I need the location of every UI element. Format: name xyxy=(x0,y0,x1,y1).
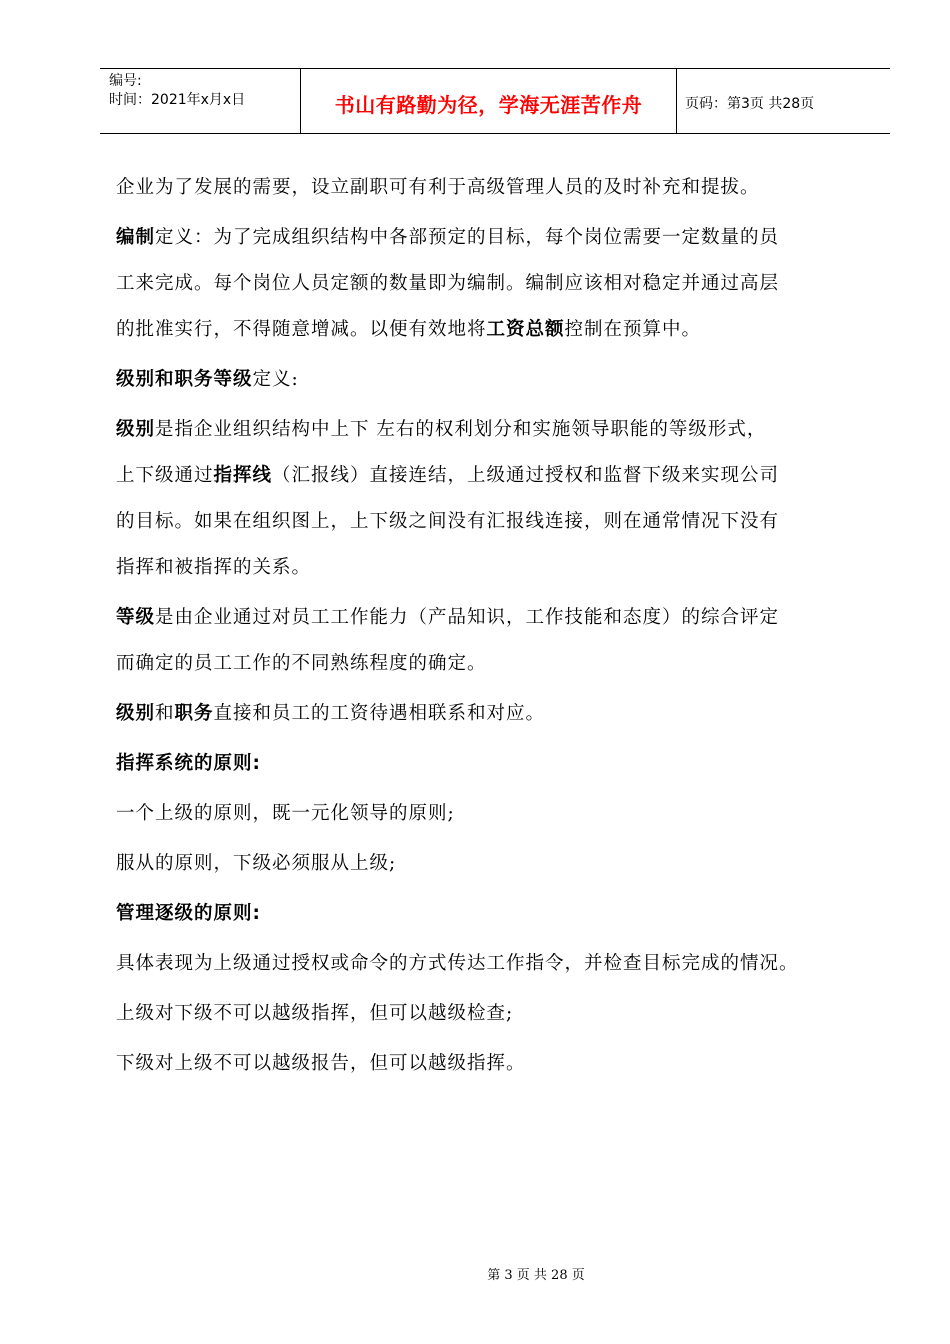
header-page-info: 页码：第3页 共28页 xyxy=(685,96,815,112)
text-line: 上级对下级不可以越级指挥，但可以越级检查; xyxy=(116,1003,514,1024)
text-run: 上下级通过 xyxy=(116,465,214,486)
bold-term: 等级 xyxy=(116,607,156,628)
text-line: 具体表现为上级通过授权或命令的方式传达工作指令，并检查目标完成的情况。 xyxy=(116,953,799,974)
text-line xyxy=(116,891,881,937)
text-line: 工来完成。每个岗位人员定额的数量即为编制。编制应该相对稳定并通过高层 xyxy=(116,273,780,294)
text-line: 下级对上级不可以越级报告，但可以越级指挥。 xyxy=(116,1053,526,1074)
page-header xyxy=(100,68,890,134)
text-run: 直接和员工的工资待遇相联系和对应。 xyxy=(213,703,546,724)
bold-heading: 管理逐级的原则: xyxy=(116,903,261,924)
text-line: 服从的原则，下级必须服从上级; xyxy=(116,853,397,874)
text-run: 定义: xyxy=(252,369,299,390)
bold-term: 工资总额 xyxy=(486,319,565,340)
text-run: 和 xyxy=(155,703,175,724)
text-line: 一个上级的原则，既一元化领导的原则; xyxy=(116,803,455,824)
paragraph-obedience xyxy=(116,841,881,887)
paragraph-grade xyxy=(116,595,881,687)
document-number-label: 编号: xyxy=(109,73,142,89)
text-run: 的批准实行，不得随意增减。以便有效地将 xyxy=(116,319,487,340)
paragraph-level xyxy=(116,407,881,591)
text-line: 指挥和被指挥的关系。 xyxy=(116,557,312,578)
text-run: 是由企业通过对员工工作能力（产品知识，工作技能和态度）的综合评定 xyxy=(155,607,780,628)
paragraph-level-and-position xyxy=(116,691,881,737)
header-motto-cell xyxy=(301,69,677,133)
text-line xyxy=(116,357,881,403)
bold-heading: 指挥系统的原则: xyxy=(116,753,261,774)
bold-term: 编制 xyxy=(116,227,156,248)
text-line xyxy=(116,595,881,641)
text-line: 的目标。如果在组织图上，上下级之间没有汇报线连接，则在通常情况下没有 xyxy=(116,511,780,532)
header-motto: 书山有路勤为径，学海无涯苦作舟 xyxy=(334,92,643,117)
paragraph-no-skip-command xyxy=(116,991,881,1037)
paragraph-grade-definition-heading xyxy=(116,357,881,403)
bold-term: 职务 xyxy=(174,703,214,724)
text-line xyxy=(116,691,881,737)
paragraph-single-superior xyxy=(116,791,881,837)
text-line xyxy=(116,407,881,453)
text-line: 而确定的员工工作的不同熟练程度的确定。 xyxy=(116,653,487,674)
heading-command-system-principles xyxy=(116,741,881,787)
text-run: 是指企业组织结构中上下 左右的权利划分和实施领导职能的等级形式， xyxy=(155,419,767,440)
header-page-info-cell xyxy=(677,69,890,133)
bold-term: 级别和职务等级 xyxy=(116,369,253,390)
text-line: 企业为了发展的需要，设立副职可有利于高级管理人员的及时补充和提拔。 xyxy=(116,177,760,198)
text-run: 定义：为了完成组织结构中各部预定的目标，每个岗位需要一定数量的员 xyxy=(155,227,780,248)
text-line xyxy=(116,741,881,787)
bold-term: 级别 xyxy=(116,703,156,724)
document-body xyxy=(116,165,881,1087)
text-line xyxy=(116,215,881,261)
document-time-label: 时间：2021年x月x日 xyxy=(109,92,246,108)
text-run: （汇报线）直接连结，上级通过授权和监督下级来实现公司 xyxy=(272,465,780,486)
page-footer: 第 3 页 共 28 页 xyxy=(487,1268,585,1283)
text-run: 控制在预算中。 xyxy=(564,319,702,340)
text-line xyxy=(116,453,881,499)
paragraph-stepwise-detail xyxy=(116,941,881,987)
bold-term: 指挥线 xyxy=(213,465,273,486)
heading-stepwise-management xyxy=(116,891,881,937)
bold-term: 级别 xyxy=(116,419,156,440)
paragraph-deputy xyxy=(116,165,881,211)
header-meta xyxy=(100,69,301,133)
paragraph-staffing xyxy=(116,215,881,353)
text-line xyxy=(116,307,881,353)
paragraph-no-skip-report xyxy=(116,1041,881,1087)
